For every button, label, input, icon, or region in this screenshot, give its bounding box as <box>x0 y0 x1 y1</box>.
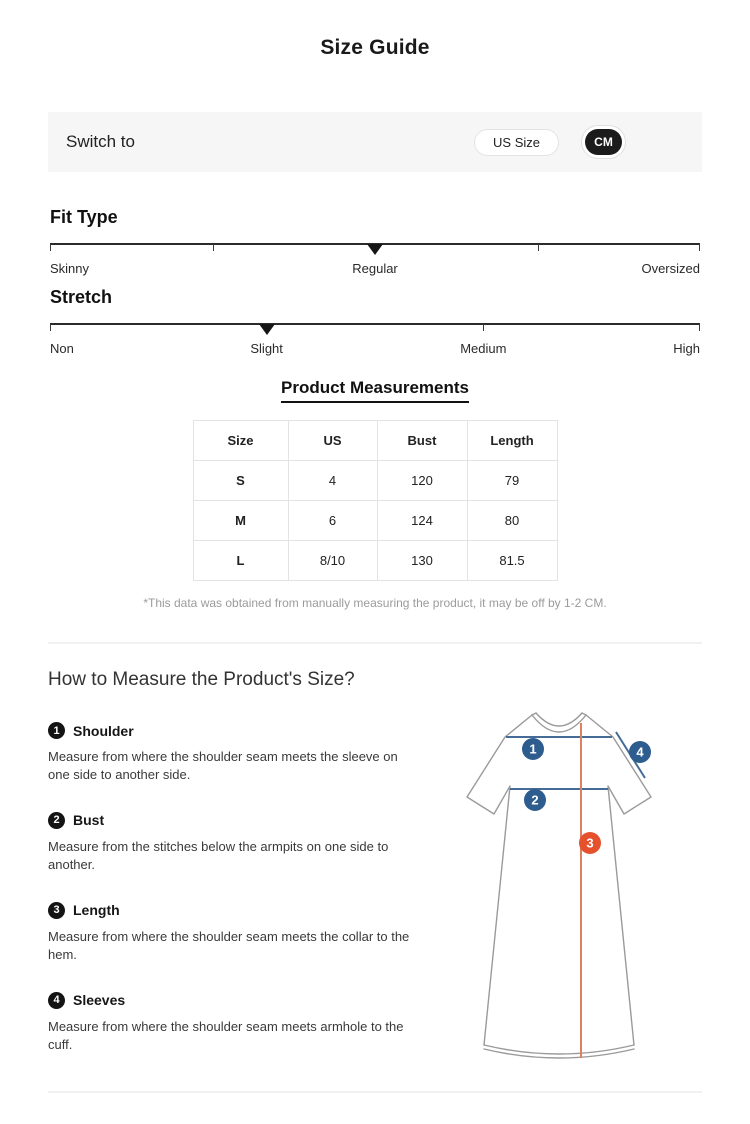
section-divider <box>48 642 702 644</box>
step-2-description: Measure from the stitches below the armpits on one side to another. <box>48 838 389 873</box>
stretch-heading: Stretch <box>50 287 113 307</box>
col-header-bust: Bust <box>377 421 467 461</box>
table-header-row <box>193 421 557 461</box>
fit-type-label-regular: Regular <box>352 261 398 276</box>
fit-type-label-oversized: Oversized <box>641 261 700 276</box>
step-4-description: Measure from where the shoulder seam meets armhole to the cuff. <box>48 1018 404 1053</box>
list-item-length <box>48 902 433 965</box>
how-to-measure-title: How to Measure the Product's Size? <box>48 669 355 690</box>
dress-measurement-diagram <box>448 697 688 1079</box>
page-title: Size Guide <box>320 36 430 59</box>
list-item-shoulder <box>48 722 433 785</box>
cell-size-m: M <box>193 501 288 541</box>
step-2-name: Bust <box>73 812 105 829</box>
cell-length-s: 79 <box>467 461 557 501</box>
measurements-table <box>193 420 558 581</box>
cell-bust-m: 124 <box>377 501 467 541</box>
step-3-description: Measure from where the shoulder seam meets the collar to the hem. <box>48 928 410 963</box>
stretch-label-non: Non <box>50 341 74 356</box>
stretch-slider <box>50 323 700 357</box>
cell-bust-s: 120 <box>377 461 467 501</box>
step-4-badge-icon: 4 <box>48 992 65 1009</box>
fit-type-section <box>50 206 700 357</box>
stretch-slider-track <box>50 323 700 325</box>
step-4-name: Sleeves <box>73 992 126 1009</box>
marker-4-number: 4 <box>635 744 644 760</box>
table-row <box>193 461 557 501</box>
step-2-badge-icon: 2 <box>48 812 65 829</box>
step-1-name: Shoulder <box>73 722 134 739</box>
fit-type-tick <box>50 244 51 251</box>
cm-unit-toggle[interactable]: CM <box>585 129 622 155</box>
fit-type-tick <box>213 244 214 251</box>
table-row <box>193 501 557 541</box>
stretch-tick <box>50 324 51 331</box>
measurement-disclaimer: *This data was obtained from manually measuring the product, it may be off by 1-2 CM. <box>143 596 607 610</box>
table-row <box>193 541 557 581</box>
fit-type-heading: Fit Type <box>50 207 118 227</box>
measure-steps-list <box>48 695 433 1079</box>
cell-us-m: 6 <box>288 501 377 541</box>
stretch-label-medium: Medium <box>460 341 507 356</box>
col-header-size: Size <box>193 421 288 461</box>
step-1-description: Measure from where the shoulder seam meets the sleeve on one side to another side. <box>48 749 398 783</box>
dress-outline <box>467 713 651 1058</box>
fit-type-tick <box>538 244 539 251</box>
step-3-badge-icon: 3 <box>48 902 65 919</box>
list-item-sleeves <box>48 992 433 1055</box>
stretch-pointer-icon <box>259 324 275 335</box>
marker-2-number: 2 <box>530 792 539 808</box>
stretch-tick <box>699 324 700 331</box>
product-measurements-title: Product Measurements <box>281 378 469 403</box>
stretch-label-high: High <box>673 341 700 356</box>
cell-bust-l: 130 <box>377 541 467 581</box>
cell-length-m: 80 <box>467 501 557 541</box>
bottom-divider <box>48 1091 702 1093</box>
us-size-button[interactable]: US Size <box>474 129 559 156</box>
fit-type-slider <box>50 243 700 277</box>
marker-1-number: 1 <box>528 741 537 757</box>
col-header-us: US <box>288 421 377 461</box>
step-3-name: Length <box>73 902 120 919</box>
stretch-tick <box>483 324 484 331</box>
stretch-label-slight: Slight <box>250 341 283 356</box>
col-header-length: Length <box>467 421 557 461</box>
diagram-markers <box>522 738 651 854</box>
cell-size-l: L <box>193 541 288 581</box>
how-to-measure-section <box>48 668 702 1079</box>
fit-type-pointer-icon <box>367 244 383 255</box>
fit-type-tick <box>699 244 700 251</box>
fit-type-label-skinny: Skinny <box>50 261 90 276</box>
unit-switch-bar <box>48 112 702 172</box>
switch-to-label: Switch to <box>66 132 135 151</box>
list-item-bust <box>48 812 433 875</box>
cell-us-l: 8/10 <box>288 541 377 581</box>
cell-size-s: S <box>193 461 288 501</box>
step-1-badge-icon: 1 <box>48 722 65 739</box>
cell-us-s: 4 <box>288 461 377 501</box>
cell-length-l: 81.5 <box>467 541 557 581</box>
marker-3-number: 3 <box>585 835 594 851</box>
